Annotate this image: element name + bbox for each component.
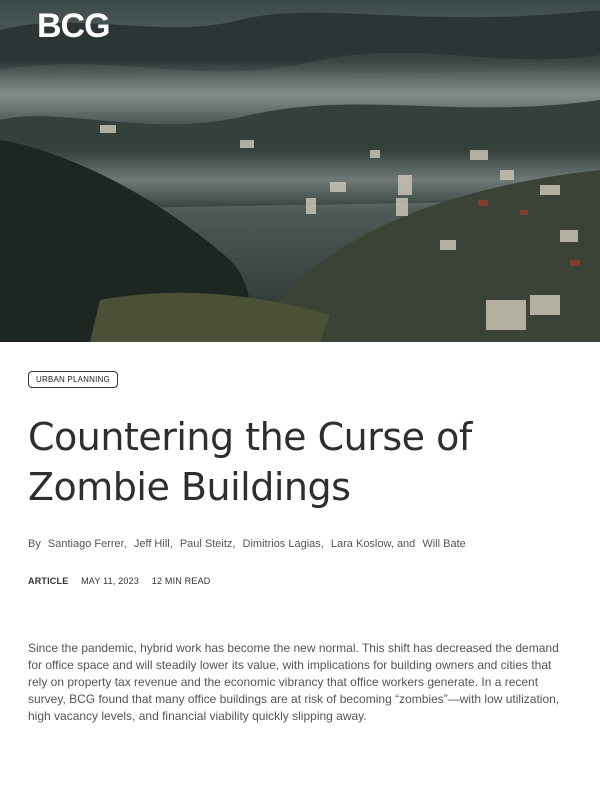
misty-valley-town-photo xyxy=(0,0,600,342)
author-link[interactable]: Dimitrios Lagias, xyxy=(242,538,324,550)
article-lede: Since the pandemic, hybrid work has become the new normal. This shift has decreased the demand for office space and will steadily lower its value, with implications for building owners and cities that rely on property tax revenue and the economic vibrancy that office workers generate. In a recent survey, BCG found that many office buildings are at risk of becoming “zombies”—with low utilization, high vacancy levels, and financial viability quickly slipping away. xyxy=(28,641,560,723)
author-link[interactable]: Santiago Ferrer, xyxy=(47,538,127,550)
byline-prefix: By xyxy=(28,538,41,550)
article-meta xyxy=(28,576,210,586)
author-link[interactable]: Paul Steitz, xyxy=(179,538,236,550)
read-time: 12 MIN READ xyxy=(151,576,211,586)
bcg-logo[interactable]: BCG xyxy=(37,7,110,45)
author-link[interactable]: Lara Koslow, and xyxy=(330,538,416,550)
topic-tag[interactable]: URBAN PLANNING xyxy=(28,371,118,388)
content-type: ARTICLE xyxy=(28,576,69,586)
publish-date: MAY 11, 2023 xyxy=(81,576,140,586)
author-link[interactable]: Will Bate xyxy=(422,538,466,550)
hero-image xyxy=(0,0,600,342)
byline xyxy=(28,538,466,550)
author-link[interactable]: Jeff Hill, xyxy=(133,538,173,550)
article-title: Countering the Curse of Zombie Buildings xyxy=(28,415,472,509)
